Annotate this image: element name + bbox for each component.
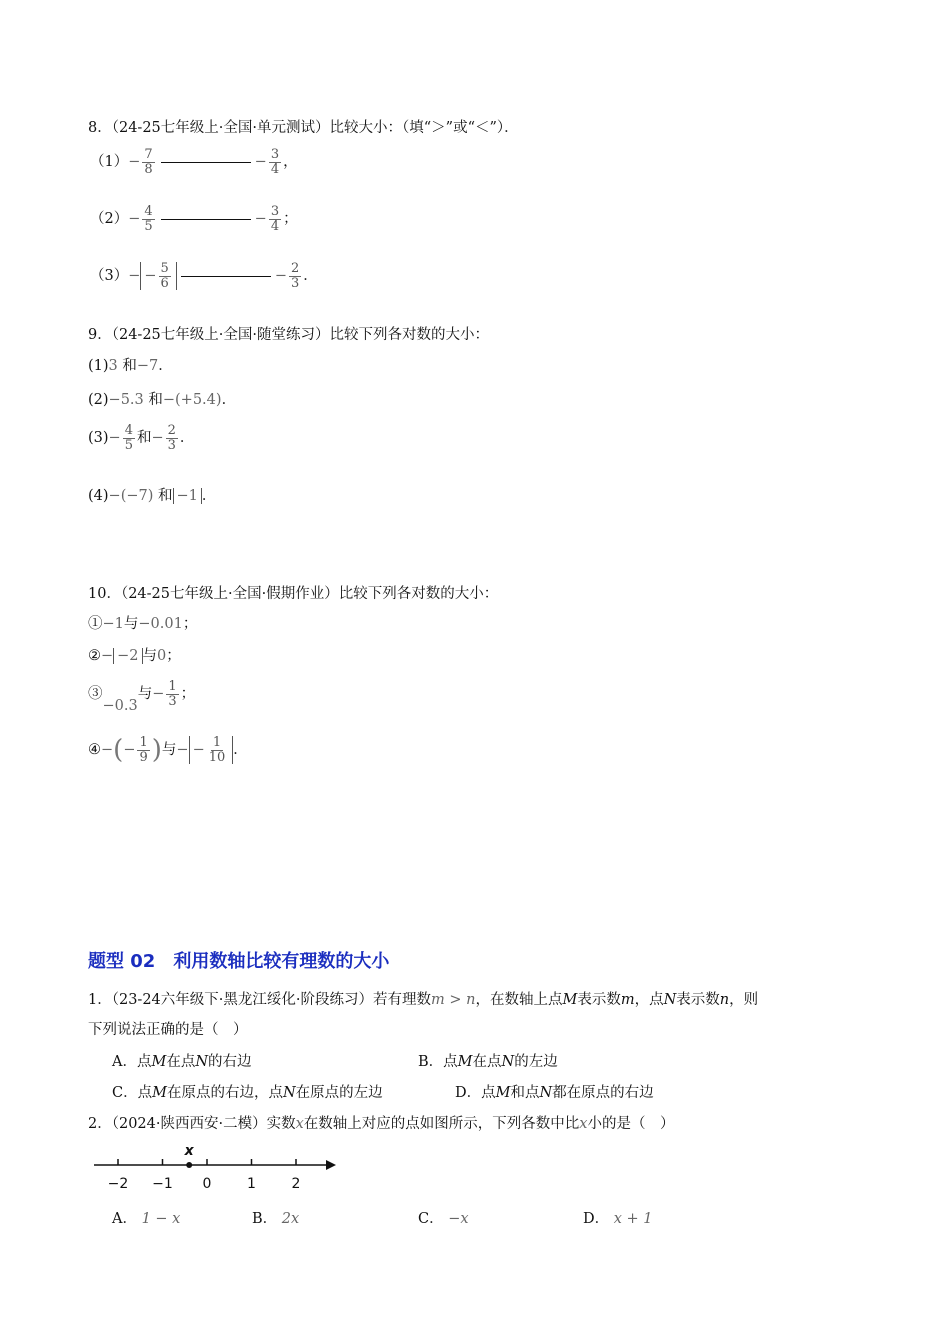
q10-part4: ④−(− $\frac{1}{9}$ )与− − $\frac{1}{10}$ ．	[88, 734, 248, 765]
axis-arrow-icon	[326, 1160, 336, 1170]
fraction: $\frac{5}{6}$	[160, 261, 169, 291]
s2-option-d[interactable]: D． x + 1	[583, 1211, 653, 1227]
answer-blank[interactable]	[181, 276, 271, 277]
section-title: 题型 02 利用数轴比较有理数的大小	[88, 951, 390, 972]
q10-part3: ③−0.3与− $\frac{1}{3}$ ；	[88, 679, 196, 715]
s1-option-a[interactable]: A．点M在点N的右边	[112, 1054, 252, 1070]
q8-title: 8．（24-25七年级上·全国·单元测试）比较大小：（填“＞”或“＜”）．	[88, 120, 519, 136]
fraction: $\frac{1}{9}$	[139, 734, 148, 765]
x-point-label: x	[184, 1143, 194, 1159]
number-line	[90, 1140, 350, 1195]
fraction: $\frac{1}{10}$	[208, 734, 226, 765]
s2-line1: 2．（2024·陕西西安·二模）实数x在数轴上对应的点如图所示，下列各数中比x小的是（ ）	[88, 1116, 675, 1132]
q9-part4: (4)−(−7) 和 −1 ．	[88, 488, 217, 504]
axis-tick-label: −2	[107, 1176, 129, 1192]
q9-part1: (1)3 和−7．	[88, 358, 173, 374]
x-point	[186, 1162, 192, 1168]
q8-part2: （2）− $\frac{4}{5}$ − $\frac{3}{4}$ ；	[90, 204, 298, 234]
s1-option-b[interactable]: B．点M在点N的左边	[418, 1054, 558, 1070]
s1-option-d[interactable]: D．点M和点N都在原点的右边	[455, 1085, 654, 1101]
axis-tick-label: 2	[291, 1176, 301, 1192]
fraction: $\frac{1}{3}$	[168, 679, 177, 709]
axis-tick-label: 1	[247, 1176, 256, 1192]
fraction: $\frac{4}{5}$	[144, 204, 153, 234]
fraction: $\frac{4}{5}$	[124, 423, 133, 453]
s1-option-c[interactable]: C．点M在原点的右边，点N在原点的左边	[112, 1085, 383, 1101]
fraction: $\frac{7}{8}$	[144, 147, 153, 177]
fraction: $\frac{2}{3}$	[167, 423, 176, 453]
axis-tick-label: −1	[152, 1176, 173, 1192]
q9-part2: (2)−5.3 和−(+5.4)．	[88, 392, 237, 408]
q10-part2: ②− −2 与0；	[88, 648, 181, 664]
q8-part3: （3）− − $\frac{5}{6}$ − $\frac{2}{3}$ ．	[90, 261, 318, 291]
q8-part1: （1）− $\frac{7}{8}$ − $\frac{3}{4}$ ，	[90, 147, 298, 177]
q9-part3: (3)− $\frac{4}{5}$ 和− $\frac{2}{3}$ ．	[88, 423, 195, 453]
fraction: $\frac{2}{3}$	[290, 261, 300, 291]
s2-option-c[interactable]: C． −x	[418, 1211, 469, 1227]
fraction: $\frac{3}{4}$	[270, 204, 280, 234]
s2-option-b[interactable]: B． 2x	[252, 1211, 300, 1227]
q10-title: 10．（24-25七年级上·全国·假期作业）比较下列各对数的大小：	[88, 586, 499, 602]
s2-option-a[interactable]: A． 1 − x	[112, 1211, 181, 1227]
fraction: $\frac{3}{4}$	[270, 147, 280, 177]
answer-blank[interactable]	[161, 219, 251, 220]
s1-line1: 1．（23-24六年级下·黑龙江绥化·阶段练习）若有理数m > n，在数轴上点M表示数m，点N表示数n，则	[88, 992, 759, 1008]
s1-line2: 下列说法正确的是（ ）	[88, 1022, 248, 1038]
answer-blank[interactable]	[161, 162, 251, 163]
axis-tick-label: 0	[202, 1176, 212, 1192]
q9-title: 9．（24-25七年级上·全国·随堂练习）比较下列各对数的大小：	[88, 327, 489, 343]
q10-part1: ①−1与−0.01；	[88, 616, 198, 632]
